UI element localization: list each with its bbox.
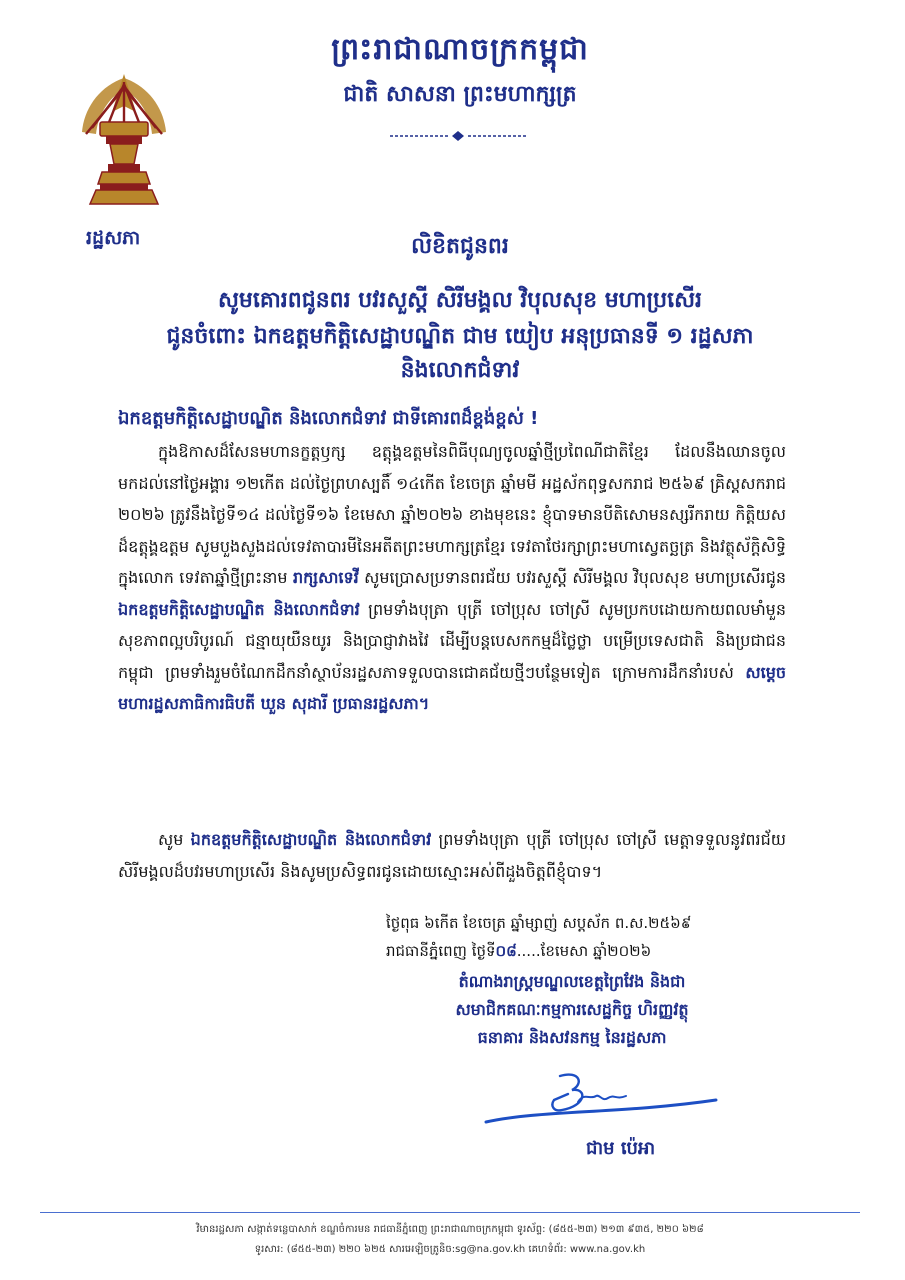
paragraph-1	[118, 436, 786, 720]
handwritten-signature	[480, 1070, 720, 1130]
document-type: លិខិតជូនពរ	[411, 234, 509, 259]
national-motto: ជាតិ សាសនា ព្រះមហាក្សត្រ	[343, 82, 577, 107]
footer-contact: ទូរសារ: (៨៥៥-២៣) ២២០ ៦២៥ សារអេឡិចត្រូនិច:sg@na.gov.kh គេហទំព័រ: www.na.gov.kh	[254, 1244, 646, 1255]
ornament-divider	[388, 130, 528, 142]
sender-label: រដ្ឋសភា	[86, 227, 141, 249]
signer-title-line-3: ធនាគារ និងសវនកម្ម នៃរដ្ឋសភា	[477, 1028, 667, 1047]
footer-address: វិមានរដ្ឋសភា សង្កាត់ទន្លេបាសាក់ ខណ្ឌចំការមន រាជធានីភ្នំពេញ ព្រះរាជាណាចក្រកម្ពុជា ទូរស័ព្ទ: (៨៥៥-២៣) ២១៣ ៩៣៥, ២២០ ៦២៨	[196, 1224, 704, 1235]
paragraph-2-text: ព្រមទាំងបុត្រា បុត្រី ចៅប្រុស ចៅស្រី មេត្តាទទួលនូវពរជ័យ សិរីមង្គលដ៏បវរមហាប្រសើរ និងសូមប្រសិទ្ធពរជូនដោយស្មោះអស់ពីដួងចិត្តពីខ្ញុំបាទ។	[118, 830, 786, 881]
place-prefix: រាជធានីភ្នំពេញ ថ្ងៃទី	[386, 942, 496, 960]
salutation: ឯកឧត្តមកិត្តិសេដ្ឋាបណ្ឌិត និងលោកជំទាវ ជាទីគោរពដ៏ខ្ពង់ខ្ពស់ !	[118, 408, 539, 429]
signer-title	[392, 968, 752, 1052]
month-year: .....ខែមេសា ឆ្នាំ២០២៦	[516, 942, 652, 960]
place-date	[386, 942, 651, 964]
paragraph-2-prefix: សូម	[158, 830, 184, 849]
kingdom-title: ព្រះរាជាណាចក្រកម្ពុជា	[331, 32, 589, 67]
paragraph-1-text: ក្នុងឱកាសដ៏សែនមហានក្ខត្តឫក្ស ឧត្តុង្គឧត្តមនៃពិធីបុណ្យចូលឆ្នាំថ្មីប្រពៃណីជាតិខ្មែរ ដែលនឹងឈានចូលមកដល់នៅថ្ងៃអង្គារ ១២កើត ដល់ថ្ងៃព្រហស្បតិ៍ ១៤កើត ខែចេត្រ ឆ្នាំមមី អដ្ឋស័កពុទ្ធសករាជ ២៥៦៩ គ្រិស្តសករាជ ២០២៦ ត្រូវនឹងថ្ងៃទី១៤ ដល់ថ្ងៃទី១៦ ខែមេសា ឆ្នាំ២០២៦ ខាងមុខនេះ ខ្ញុំបាទមានបីតិសោមនស្សរីករាយ កិត្តិយសដ៏ឧត្តុង្គឧត្តម សូមបួងសួងដល់ទេវតាបារមីនៃអតីតព្រះមហាក្សត្រខ្មែរ ទេវតាថែរក្សាព្រះមហាស្វេតច្ឆត្រ និងវត្ថុស័ក្តិសិទ្ធិក្នុងលោក ទេវតាឆ្នាំថ្មីព្រះនាម	[118, 442, 786, 587]
letter-closing	[118, 824, 786, 887]
recipient-name-2: ឯកឧត្តមកិត្តិសេដ្ឋាបណ្ឌិត និងលោកជំទាវ	[190, 830, 432, 849]
emblem-logo	[78, 72, 170, 210]
paragraph-1-blessing: សូមប្រោសប្រទានពរជ័យ បវរសួស្តី សិរីមង្គល វិបុលសុខ មហាប្រសើរជូន	[364, 568, 786, 587]
letter-body	[118, 436, 786, 720]
paragraph-2	[118, 824, 786, 887]
subject-line-1: សូមគោរពជូនពរ បវរសួស្តី សិរីមង្គល វិបុលសុខ មហាប្រសើរ	[217, 288, 703, 313]
day-number: ០៨	[495, 942, 517, 960]
recipient-name: ឯកឧត្តមកិត្តិសេដ្ឋាបណ្ឌិត និងលោកជំទាវ	[118, 599, 360, 619]
signer-title-line-1: តំណាងរាស្ត្រមណ្ឌលខេត្តព្រៃវែង និងជា	[458, 972, 686, 991]
subject-line-2: ជូនចំពោះ ឯកឧត្តមកិត្តិសេដ្ឋាបណ្ឌិត ជាម យៀប អនុប្រធានទី ១ រដ្ឋសភា	[166, 324, 754, 349]
paragraph-1-wishes: ព្រមទាំងបុត្រា បុត្រី ចៅប្រុស ចៅស្រី សូមប្រកបដោយកាយពលមាំមួន សុខភាពល្អបរិបូរណ៍ ជន្មាយុយឺនយូរ និងប្រាជ្ញាវាងវៃ ដើម្បីបន្តបេសកកម្មដ៏ថ្លៃថ្លា បម្រើប្រទេសជាតិ និងប្រជាជនកម្ពុជា ព្រមទាំងរួមចំណែកដឹកនាំស្ថាប័នរដ្ឋសភាទទួលបានជោគជ័យថ្មីៗបន្ថែមទៀត ក្រោមការដឹកនាំរបស់	[118, 599, 786, 682]
leader-name: សម្តេចមហារដ្ឋសភាធិការធិបតី ឃួន សុដារី ប្រធានរដ្ឋសភា។	[118, 662, 787, 713]
subject-line-3: និងលោកជំទាវ	[400, 358, 520, 383]
signer-title-line-2: សមាជិកគណៈកម្មការសេដ្ឋកិច្ច ហិរញ្ញវត្ថុ	[455, 1000, 689, 1019]
lunar-date: ថ្ងៃពុធ ៦កើត ខែចេត្រ ឆ្នាំម្សាញ់ សប្តស័ក ព.ស.២៥៦៩	[386, 914, 692, 932]
signer-name: ជាម ប៉េអា	[586, 1138, 656, 1159]
deity-name: រាក្សសាទេវី	[292, 568, 359, 587]
footer-divider	[40, 1212, 860, 1213]
